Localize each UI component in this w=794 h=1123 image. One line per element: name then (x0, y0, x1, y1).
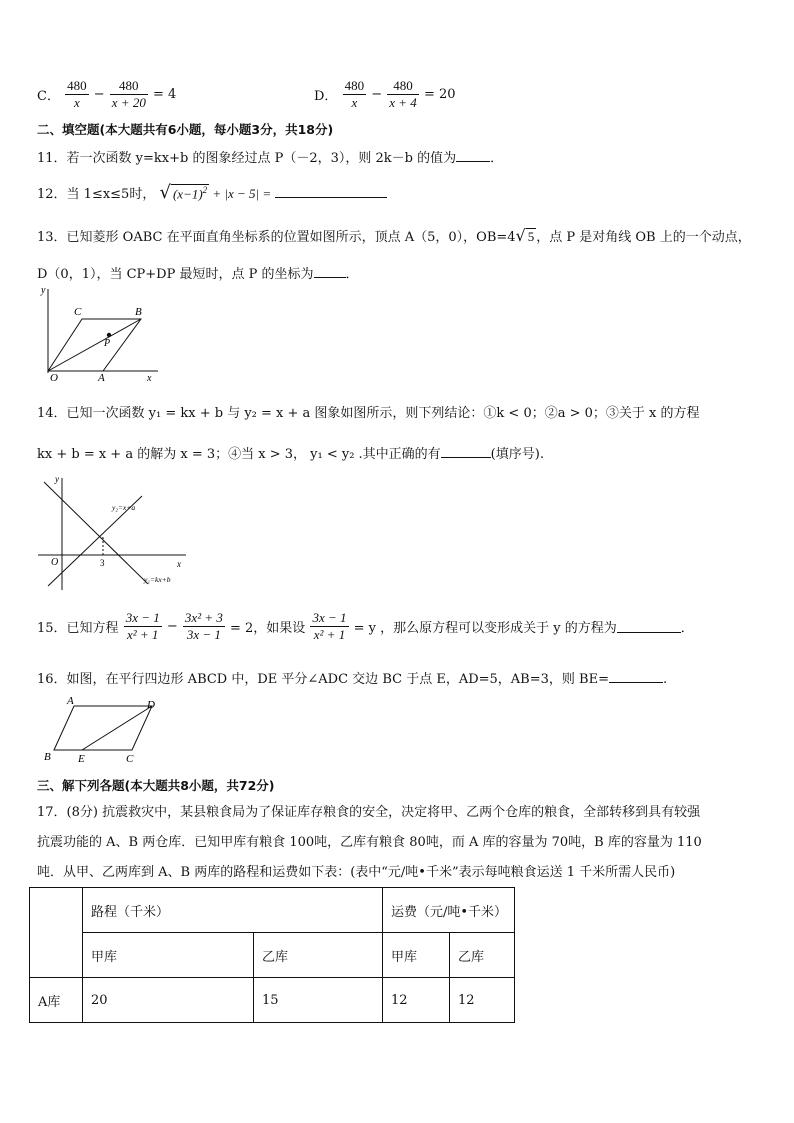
answer-blank (314, 265, 346, 278)
table-row (30, 978, 515, 1023)
section-title: 三、解下列各题(本大题共8小题，共72分) (37, 778, 275, 793)
table-cell: 20 (83, 978, 254, 1023)
transport-table (29, 887, 515, 1023)
svg-text:B: B (135, 306, 142, 318)
svg-text:y₁=kx+b: y₁=kx+b (144, 575, 171, 584)
linear-functions-figure (36, 472, 196, 592)
answer-blank (609, 670, 663, 683)
question-17-line2: 抗震功能的 A、B 两仓库．已知甲库有粮食 100吨，乙库有粮食 80吨，而 A 库的容量为 70吨，B 库的容量为 110 (37, 835, 702, 850)
question-16: 16．如图，在平行四边形 ABCD 中，DE 平分∠ADC 交边 BC 于点 E，AD=5，AB=3，则 BE= . (37, 672, 668, 687)
table-corner-cell (30, 888, 83, 978)
fraction: $\frac{480}{x}$ (344, 78, 365, 110)
svg-text:O: O (51, 557, 59, 568)
svg-text:D: D (147, 699, 155, 711)
svg-text:A: A (67, 695, 74, 707)
svg-text:3: 3 (100, 558, 105, 568)
table-cell: 12 (383, 978, 450, 1023)
table-subheader: 甲库 (83, 933, 254, 978)
svg-text:y₂=x+a: y₂=x+a (112, 503, 136, 512)
option-d: D． $\frac{480}{x}$ − $\frac{480}{x + 4}$ = 20 (314, 78, 456, 110)
fraction: $\frac{480}{x + 20}$ (111, 78, 146, 110)
axis-y-label: y (41, 285, 46, 296)
fraction: $\frac{480}{x}$ (67, 78, 87, 110)
question-11: 11．若一次函数 y=kx+b 的图象经过点 P（－2，3），则 2k－b 的值为 ． (37, 151, 504, 166)
question-17-line3: 吨．从甲、乙两库到 A、B 两库的路程和运费如下表：(表中“元/吨•千米”表示每吨粮食运送 1 千米所需人民币) (37, 865, 676, 880)
svg-text:E: E (78, 753, 85, 765)
answer-blank (617, 620, 681, 633)
question-17-line1: 17．(8分) 抗震救灾中，某县粮食局为了保证库存粮食的安全，决定将甲、乙两个仓库的粮食，全部转移到具有较强 (37, 805, 701, 820)
svg-text:B: B (44, 751, 51, 763)
fraction: $\frac{3x - 1}{\text{x² + 1}}$ (312, 610, 347, 642)
question-14-line1: 14．已知一次函数 y₁ = kx + b 与 y₂ = x + a 图象如图所示，则下列结论：①k < 0；②a > 0；③关于 x 的方程 (37, 406, 700, 421)
section-title: 二、填空题(本大题共有6小题，每小题3分，共18分) (37, 122, 334, 137)
question-13-line2: D（0，1），当 CP+DP 最短时，点 P 的坐标为 ． (37, 267, 359, 282)
table-subheader: 乙库 (450, 933, 515, 978)
svg-text:O: O (50, 372, 58, 381)
svg-text:P: P (104, 338, 111, 349)
svg-text:x: x (177, 559, 181, 569)
fraction: $\frac{\text{3x² + 3}}{3x - 1}$ (184, 610, 223, 642)
table-header-distance: 路程（千米） (83, 888, 383, 933)
table-header-fee: 运费（元/吨•千米） (383, 888, 515, 933)
rhombus-figure (34, 283, 164, 381)
table-subheader: 乙库 (254, 933, 383, 978)
fraction: $\frac{480}{x + 4}$ (389, 78, 417, 110)
svg-text:x: x (147, 373, 152, 381)
table-cell: 15 (254, 978, 383, 1023)
question-15: 15．已知方程 $\frac{3x - 1}{\text{x² + 1}}$ − $\frac{\text{3x² + 3}}{3x - 1}$ = 2，如果设 $\frac{3x - 1}{\text{x² + 1}}$ = y ，那么原方程可以变形成关于 y 的方程为 ． (37, 610, 694, 642)
question-13-line1: 13．已知菱形 OABC 在平面直角坐标系的位置如图所示，顶点 A（5，0），OB=4√ 5 ，点 P 是对角线 OB 上的一个动点， (37, 226, 751, 245)
svg-text:C: C (74, 306, 82, 318)
fraction: $\frac{3x - 1}{\text{x² + 1}}$ (125, 610, 160, 642)
answer-blank (441, 445, 491, 458)
question-12: 12．当 1≤x≤5时， √ $(x-1)^2 + |x - 5|$ = (37, 182, 387, 203)
parallelogram-figure (40, 694, 170, 766)
table-cell: 12 (450, 978, 515, 1023)
svg-text:A: A (98, 372, 105, 381)
question-14-line2: kx + b = x + a 的解为 x = 3；④当 x > 3， y₁ < y₂ .其中正确的有 (填序号). (37, 447, 544, 462)
table-subheader: 甲库 (383, 933, 450, 978)
option-c: C． $\frac{480}{x}$ − $\frac{480}{x + 20}$ = 4 (37, 78, 177, 110)
svg-text:C: C (126, 753, 134, 765)
answer-blank (275, 185, 387, 198)
sqrt-expression: $(x-1)^2$ (172, 184, 208, 201)
svg-text:y: y (55, 474, 59, 484)
table-row-label: A库 (30, 978, 83, 1023)
answer-blank (456, 149, 490, 162)
